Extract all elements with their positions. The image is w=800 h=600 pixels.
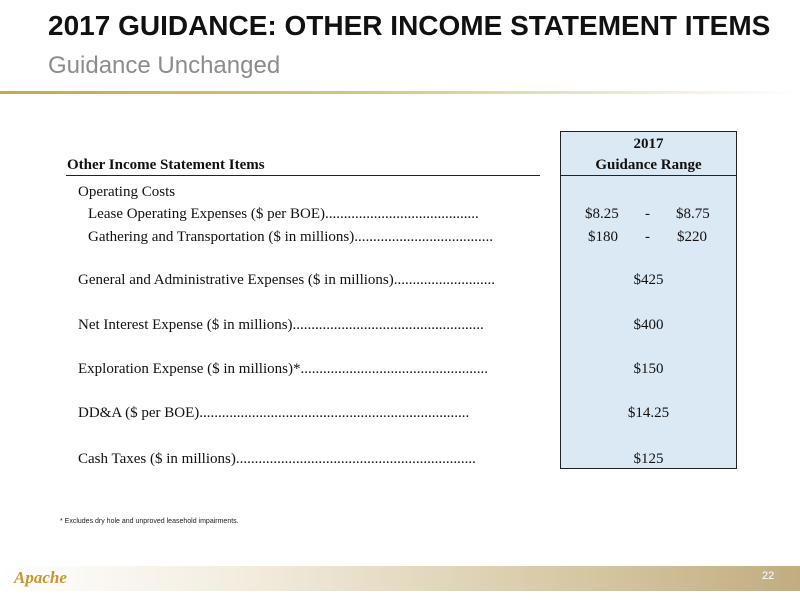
footer-bar: [0, 566, 800, 591]
row-label-exploration: Exploration Expense ($ in millions)*..................................................: [78, 361, 488, 377]
slide-title: 2017 GUIDANCE: OTHER INCOME STATEMENT ITEMS: [48, 10, 771, 41]
row-low-lease-operating: $8.25: [585, 206, 619, 222]
guidance-range-header: Guidance Range: [595, 157, 702, 173]
row-value-net-interest: $400: [633, 317, 664, 333]
row-high-lease-operating: $8.75: [676, 206, 710, 222]
row-low-gathering: $180: [588, 229, 618, 245]
row-label-cash-taxes: Cash Taxes ($ in millions)................................................................: [78, 451, 476, 467]
row-value-dd-and-a: $14.25: [627, 405, 670, 421]
guidance-year-header: 2017: [633, 136, 664, 152]
items-header-underline: [66, 175, 540, 176]
row-label-dd-and-a: DD&A ($ per BOE)........................................................................: [78, 405, 470, 421]
row-label-gathering: Gathering and Transportation ($ in millions).....................................: [88, 229, 493, 245]
page-number: 22: [762, 570, 775, 582]
row-sep-gathering: -: [645, 229, 650, 245]
footnote: * Excludes dry hole and unproved leasehold impairments.: [60, 518, 239, 525]
row-value-exploration: $150: [633, 361, 664, 377]
slide-subtitle: Guidance Unchanged: [48, 52, 281, 79]
items-column-header: Other Income Statement Items: [67, 157, 265, 173]
guidance-header-divider: [560, 175, 737, 176]
section-label-operating-costs: Operating Costs: [78, 184, 176, 200]
title-divider: [0, 91, 800, 94]
row-value-g-and-a: $425: [633, 272, 664, 288]
row-sep-lease-operating: -: [645, 206, 650, 222]
apache-logo: Apache: [14, 568, 67, 587]
row-value-cash-taxes: $125: [633, 451, 664, 467]
row-label-g-and-a: General and Administrative Expenses ($ in millions)...........................: [78, 272, 496, 288]
row-label-lease-operating: Lease Operating Expenses ($ per BOE).........................................: [88, 206, 479, 222]
row-high-gathering: $220: [677, 229, 707, 245]
row-label-net-interest: Net Interest Expense ($ in millions)...................................................: [78, 317, 484, 333]
